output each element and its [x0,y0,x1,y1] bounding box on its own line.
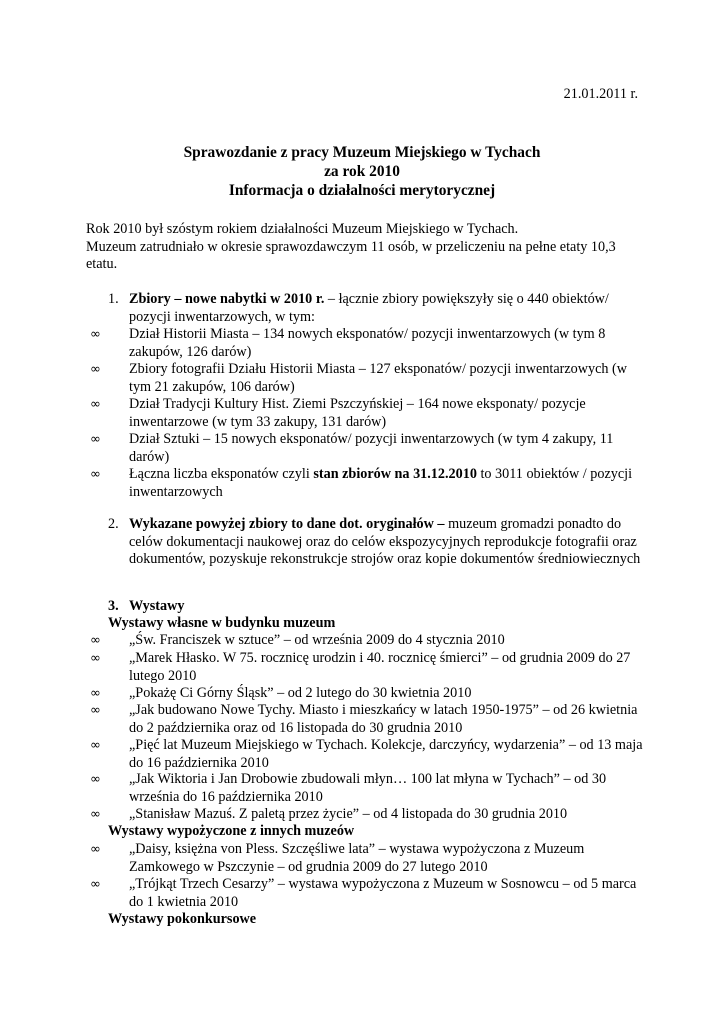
list-item-text: „Jak budowano Nowe Tychy. Miasto i mieszkańcy w latach 1950-1975” – od 26 kwietnia do 2 października oraz od 16 listopada do 30 grudnia 2010 [129,702,638,736]
list-item-text: „Pięć lat Muzeum Miejskiego w Tychach. Kolekcje, darczyńcy, wydarzenia” – od 13 maja do 16 października 2010 [129,737,643,771]
document-title [0,143,724,200]
list-item-text: Zbiory fotografii Działu Historii Miasta – 127 eksponatów/ pozycji inwentarzowych (w tym 21 zakupów, 106 darów) [129,361,628,395]
document-date: 21.01.2011 r. [563,86,638,102]
infinity-bullet-icon: ∞ [90,772,101,787]
subheading-competition-exhibitions: Wystawy pokonkursowe [108,911,257,927]
list-item-text-post: to 3011 obiektów / pozycji inwentarzowych [129,466,633,500]
title-line-2: za rok 2010 [324,163,400,180]
list-item-text: „Jak Wiktoria i Jan Drobowie zbudowali młyn… 100 lat młyna w Tychach” – od 30 września do 16 października 2010 [129,771,607,805]
infinity-bullet-icon: ∞ [90,432,101,447]
infinity-bullet-icon: ∞ [90,633,101,648]
list-item-text: Dział Historii Miasta – 134 nowych eksponatów/ pozycji inwentarzowych (w tym 8 zakupów, 126 darów) [129,326,606,360]
infinity-bullet-icon: ∞ [90,738,101,753]
section-1-heading [129,291,649,326]
list-item-text: „Stanisław Mazuś. Z paletą przez życie” – od 4 listopada do 30 grudnia 2010 [129,806,568,822]
section-1-heading-bold: Zbiory – nowe nabytki w 2010 r. [129,291,325,307]
list-item-text: „Św. Franciszek w sztuce” – od września 2009 do 4 stycznia 2010 [129,632,505,648]
infinity-bullet-icon: ∞ [90,362,101,377]
list-item-text: „Pokażę Ci Górny Śląsk” – od 2 lutego do 30 kwietnia 2010 [129,685,472,701]
list-item-text: „Daisy, księżna von Pless. Szczęśliwe lata” – wystawa wypożyczona z Muzeum Zamkowego w Pszczynie – od grudnia 2009 do 27 lutego 2010 [129,841,585,875]
infinity-bullet-icon: ∞ [90,467,101,482]
intro-line-1: Rok 2010 był szóstym rokiem działalności Muzeum Miejskiego w Tychach. [86,221,519,237]
infinity-bullet-icon: ∞ [90,327,101,342]
section-1-heading-rest: – łącznie zbiory powiększyły się o 440 obiektów/ pozycji inwentarzowych, w tym: [129,291,609,325]
intro-line-2: Muzeum zatrudniało w okresie sprawozdawczym 11 osób, w przeliczeniu na pełne etaty 10,3 etatu. [86,238,616,272]
list-item-text: „Marek Hłasko. W 75. rocznicę urodzin i 40. rocznicę śmierci” – od grudnia 2009 do 27 lutego 2010 [129,650,631,684]
section-3-number: 3. [108,598,119,614]
infinity-bullet-icon: ∞ [90,397,101,412]
subheading-own-exhibitions: Wystawy własne w budynku muzeum [108,615,336,631]
list-item-text: „Trójkąt Trzech Cesarzy” – wystawa wypożyczona z Muzeum w Sosnowcu – od 5 marca do 1 kwietnia 2010 [129,876,637,910]
subheading-borrowed-exhibitions: Wystawy wypożyczone z innych muzeów [108,823,355,839]
list-item-text [129,466,649,501]
list-item-text: Dział Tradycji Kultury Hist. Ziemi Pszczyńskiej – 164 nowe eksponaty/ pozycje inwentarzowe (w tym 33 zakupy, 131 darów) [129,396,586,430]
list-item-text-bold: stan zbiorów na 31.12.2010 [313,466,477,482]
section-2-heading-bold: Wykazane powyżej zbiory to dane dot. oryginałów – [129,516,445,532]
title-line-1: Sprawozdanie z pracy Muzeum Miejskiego w Tychach [183,144,541,161]
infinity-bullet-icon: ∞ [90,842,101,857]
infinity-bullet-icon: ∞ [90,651,101,666]
infinity-bullet-icon: ∞ [90,703,101,718]
infinity-bullet-icon: ∞ [90,807,101,822]
infinity-bullet-icon: ∞ [90,877,101,892]
section-2-heading-rest: muzeum gromadzi ponadto do celów dokumentacji naukowej oraz do celów ekspozycyjnych reprodukcje fotografii oraz dokumentów, pozyskuje rekonstrukcje strojów oraz kopie dokumentów średniowiecznych [129,516,641,567]
list-item-text: Dział Sztuki – 15 nowych eksponatów/ pozycji inwentarzowych (w tym 4 zakupy, 11 darów) [129,431,614,465]
infinity-bullet-icon: ∞ [90,686,101,701]
section-1-number: 1. [108,291,119,307]
title-line-3: Informacja o działalności merytorycznej [228,182,496,199]
section-2-number: 2. [108,516,119,532]
list-item-text-pre: Łączna liczba eksponatów czyli [129,466,314,482]
section-3-heading: Wystawy [129,598,185,614]
intro-paragraph [86,221,646,274]
section-2-paragraph [129,516,649,569]
